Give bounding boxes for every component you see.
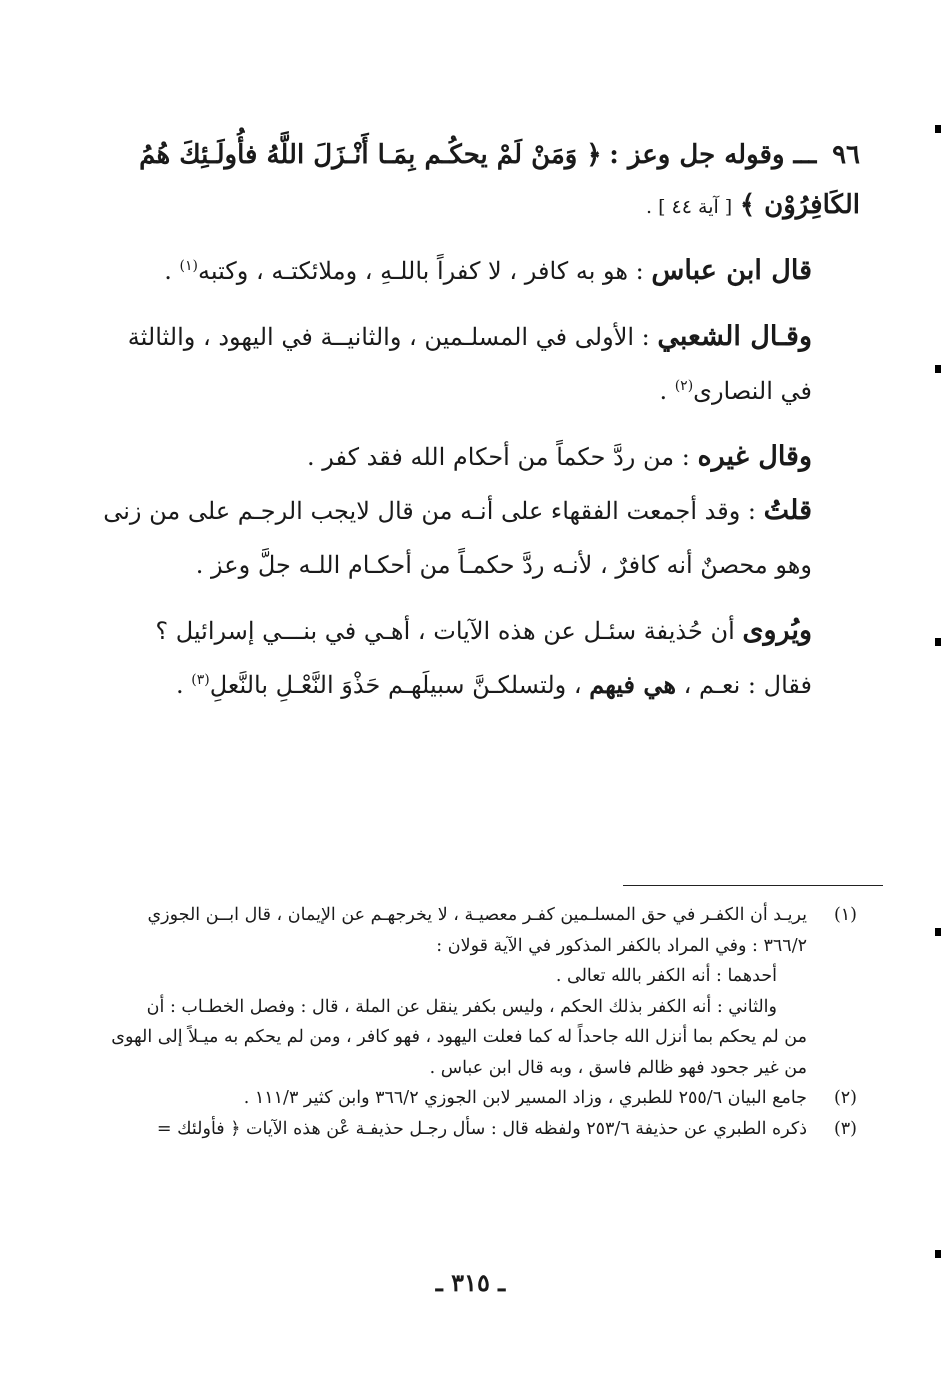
footnote-1-line3: أحدهما : أنه الكفر بالله تعالى .: [555, 966, 777, 986]
entry-lead: ـــ وقوله جل وعز :: [609, 140, 817, 170]
edge-mark: [935, 365, 941, 373]
paragraph-other: [100, 430, 860, 484]
footnote-text: جامع البيان ٢٥٥/٦ للطبري ، وزاد المسير لابن الجوزي ٣٦٦/٢ وابن كثير ١١١/٣ .: [243, 1088, 807, 1108]
text-hudhayfa-1: أن حُذيفة سئـل عن هذه الآيات ، أهـي في بنـــي إسرائيل ؟ فقال : نعـم ،: [155, 617, 812, 699]
edge-mark: [935, 1250, 941, 1258]
verse-reference: [ آية ٤٤ ] .: [646, 196, 733, 218]
paragraph-ibn-abbas: [100, 244, 860, 298]
footnote-label: (١): [833, 905, 857, 925]
footnote-1: [105, 900, 857, 931]
edge-mark: [935, 638, 941, 646]
footnotes: [105, 900, 857, 1144]
text-ibn-abbas: : هو به كافر ، لا كفراً باللـهِ ، وملائكتـه ، وكتبه: [197, 257, 644, 285]
sentence-end: .: [164, 257, 180, 285]
footnote-1-line4: والثاني : أنه الكفر بذلك الحكم ، وليس بكفر ينقل عن الملة ، قال : وفصل الخطـاب : أن: [146, 996, 777, 1017]
entry-number: ٩٦: [832, 140, 860, 170]
footnote-2: [105, 1083, 857, 1114]
text-hudhayfa-bold: هي فيهم: [589, 670, 677, 699]
footnote-1-line5: من لم يحكم بما أنزل الله جاحداً له كما فعلت اليهود ، فهو كافر ، ومن لم يحكم به ميـلاً إلى الهوى: [111, 1027, 807, 1047]
footnote-ref-3: (٣): [191, 672, 210, 688]
sentence-end: .: [175, 671, 192, 699]
paragraph-hudhayfa: [100, 604, 860, 712]
edge-mark: [935, 125, 941, 133]
text-shabi: : الأولى في المسلـمين ، والثانيــة في اليهود ، والثالثة في النصارى: [127, 323, 812, 405]
page-number: ـ ٣١٥ ـ: [435, 1268, 506, 1297]
speaker-ibn-abbas: قال ابن عباس: [651, 255, 812, 286]
paragraph-author: [100, 484, 860, 592]
entry-96: [100, 130, 860, 232]
text-author: : وقد أجمعت الفقهاء على أنـه من قال لايجب الرجـم على من زنى وهو محصنٌ أنه كافرٌ ، لأنـه ردَّ حكمـاً من أحكـام اللـه جلَّ وعز .: [103, 497, 812, 579]
speaker-other: وقال غيره: [697, 441, 812, 472]
footnote-ref-2: (٢): [674, 378, 694, 394]
footnote-ref-1: (١): [179, 258, 198, 274]
footnote-text: ذكره الطبري عن حذيفة ٢٥٣/٦ ولفظه قال : سأل رجـل حذيفـة عْن هذه الآيات ﴿ فأولئك =: [156, 1118, 807, 1139]
footnote-separator: [623, 885, 883, 886]
edge-mark: [935, 928, 941, 936]
main-text: [100, 130, 860, 712]
quran-verse: ﴿ وَمَنْ لَمْ يحكُـم بِمَـا أَنْـزَلَ اللَّهُ فأُولَـئِكَ هُمُ الكَافِرُوْن ﴾: [139, 140, 860, 220]
speaker-author: قلتُ: [763, 495, 812, 526]
footnote-label: (٣): [833, 1118, 857, 1139]
footnote-1-line6: من غير جحود فهو ظالم فاسق ، وبه قال ابن عباس .: [429, 1057, 807, 1078]
footnote-1-line2: ٣٦٦/٢ : وفي المراد بالكفر المذكور في الآية قولان :: [436, 935, 807, 956]
text-hudhayfa-2: ، ولتسلكـنَّ سبيلَهـم حَذْوَ النَّعْـلِ بالنَّعلِ: [209, 671, 582, 699]
footnote-3: [105, 1114, 857, 1145]
speaker-hudhayfa: ويُروى: [742, 615, 812, 646]
speaker-shabi: وقـال الشعبي: [657, 321, 812, 352]
sentence-end: .: [659, 377, 675, 405]
paragraph-shabi: [100, 310, 860, 418]
footnote-label: (٢): [833, 1088, 857, 1108]
text-other: : من ردَّ حكماً من أحكام الله فقد كفر .: [306, 443, 690, 471]
footnote-text: يريـد أن الكفـر في حق المسلـمين كفـر معصيـة ، لا يخرجهـم عن الإيمان ، قال ابــن الجوزي: [147, 905, 807, 925]
